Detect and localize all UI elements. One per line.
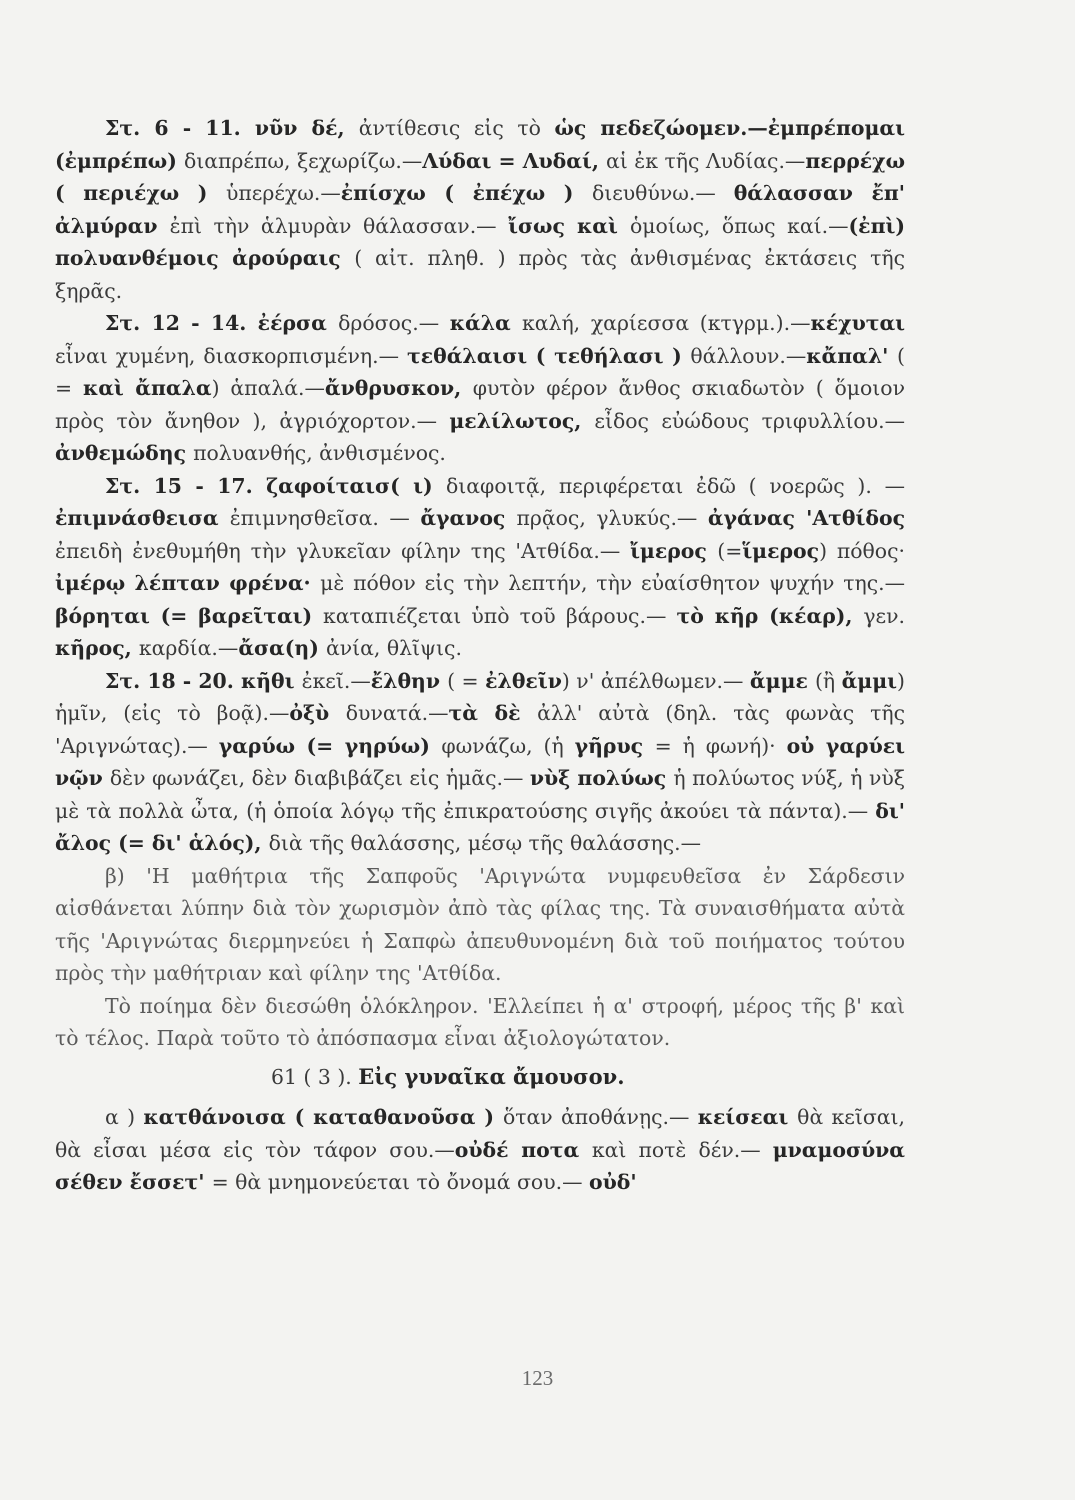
lemma-text: Στ. 18 - 20. κῆθι: [105, 668, 302, 693]
gloss-text: ἀντίθεσις εἰς τὸ: [358, 116, 555, 140]
gloss-text: ἀνία, θλῖψις.: [325, 636, 462, 660]
gloss-text: ἐπιμνησθεῖσα. —: [229, 506, 421, 530]
lemma-text: Στ. 6 - 11. νῦν δέ,: [105, 116, 359, 140]
lemma-text: δι' ἄλος (= δι' ἁλός),: [55, 798, 905, 855]
lemma-text: ἔλθην: [370, 668, 448, 693]
paragraph: [55, 470, 905, 665]
lemma-text: οὐδέ ποτα: [454, 1137, 592, 1162]
paragraph: [55, 665, 905, 860]
gloss-text: δυνατά.—: [345, 701, 449, 725]
lemma-text: ἴμερος: [630, 538, 718, 563]
lemma-text: Λύδαι = Λυδαί,: [422, 148, 607, 173]
lemma-text: ἵμερος: [742, 538, 820, 563]
gloss-text: ἐπὶ τὴν ἁλμυρὰν θάλασσαν.—: [169, 213, 509, 238]
gloss-text: φωνάζω, (ἡ: [441, 733, 575, 758]
gloss-text: = θὰ μνημονεύεται τὸ ὄνομά σου.—: [211, 1170, 589, 1194]
lemma-text: περρέχω ( περιέχω ): [55, 148, 905, 205]
lemma-text: Εἰς γυναῖκα ἄμουσον.: [358, 1063, 625, 1089]
gloss-text: ( =: [55, 343, 905, 400]
lemma-text: κατθάνοισα ( καταθανοῦσα ): [143, 1105, 503, 1129]
paragraph: [55, 990, 905, 1055]
lemma-text: κέχυται: [810, 311, 906, 335]
gloss-text: διὰ τῆς θαλάσσης, μέσῳ τῆς θαλάσσης.—: [268, 831, 702, 855]
gloss-text: φυτὸν φέρον ἄνθος σκιαδωτὸν ( ὅμοιον πρὸς τὸν ἄνηθον ), ἀγριόχορτον.—: [55, 376, 905, 433]
paragraph: [55, 112, 905, 307]
lemma-text: τὰ δὲ: [448, 701, 538, 725]
lemma-text: μναμοσύνα σέθεν ἔσσετ': [55, 1137, 905, 1194]
gloss-text: μὲ πόθον εἰς τὴν λεπτήν, τὴν εὐαίσθητον ψυχήν της.—: [320, 571, 905, 595]
gloss-text: (ἢ: [814, 668, 842, 693]
lemma-text: ἄμμε: [749, 668, 815, 693]
lemma-text: ἀνθεμώδης: [55, 441, 194, 465]
lemma-text: ἄνθρυσκον,: [324, 376, 473, 400]
gloss-text: ) πόθος·: [819, 538, 905, 563]
gloss-text: Τὸ ποίημα δὲν διεσώθη ὁλόκληρον. 'Ελλείπει ἡ α' στροφή, μέρος τῆς β' καὶ τὸ τέλος. Παρὰ τοῦτο τὸ ἀπόσπασμα εἶναι ἀξιολογώτατον.: [55, 993, 905, 1050]
lemma-text: μελίλωτος,: [449, 408, 595, 433]
gloss-text: ἀλλ' αὐτὰ (δηλ. τὰς φωνὰς τῆς 'Αριγνώτας).—: [55, 701, 906, 758]
lemma-text: ἴσως καὶ: [508, 213, 631, 238]
lemma-text: Στ. 12 - 14. ἐέρσα: [105, 311, 339, 335]
lemma-text: γαρύω (= γηρύω): [218, 733, 442, 758]
gloss-text: θάλλουν.—: [690, 343, 807, 368]
gloss-text: β) 'Η μαθήτρια τῆς Σαπφοῦς 'Αριγνώτα νυμφευθεῖσα ἐν Σάρδεσιν αἰσθάνεται λύπην διὰ τὸν χωρισμὸν ἀπὸ τὰς φίλας της. Τὰ συναισθήματα αὐτὰ τῆς 'Αριγνώτας διερμηνεύει ἡ Σαπφὼ ἀπευθυνομένη διὰ τοῦ ποιήματος τούτου πρὸς τὴν μαθήτριαν καὶ φίλην της 'Ατθίδα.: [55, 863, 905, 985]
gloss-text: ) ἡμῖν, (εἰς τὸ βοᾷ).—: [55, 668, 905, 725]
gloss-text: καλή, χαρίεσσα (κτγρμ.).—: [522, 311, 811, 335]
lemma-text: γῆρυς: [574, 733, 655, 758]
lemma-text: κείσεαι: [697, 1105, 798, 1129]
lemma-text: ἀγάνας 'Ατθίδος: [707, 506, 905, 530]
lemma-text: νὺξ πολύως: [529, 766, 674, 790]
gloss-text: εἶναι χυμένη, διασκορπισμένη.—: [55, 343, 407, 368]
gloss-text: ) ἁπαλά.—: [211, 376, 325, 400]
gloss-text: ἐπειδὴ ἐνεθυμήθη τὴν γλυκεῖαν φίλην της 'Ατθίδα.—: [55, 538, 631, 563]
lemma-text: ἄμμι: [841, 668, 898, 693]
lemma-text: ἄγανος: [420, 506, 517, 530]
gloss-text: α ): [105, 1105, 144, 1129]
gloss-text: διαφοιτᾷ, περιφέρεται ἐδῶ ( νοερῶς ). —: [446, 473, 905, 498]
lemma-text: καὶ ἄπαλα: [82, 376, 212, 400]
lemma-text: οὐ γαρύει νῷν: [55, 733, 905, 790]
gloss-text: ( =: [447, 668, 486, 693]
gloss-text: πολυανθής, ἀνθισμένος.: [193, 441, 446, 465]
gloss-text: αἱ ἐκ τῆς Λυδίας.—: [606, 148, 806, 173]
gloss-text: καταπιέζεται ὑπὸ τοῦ βάρους.—: [323, 603, 677, 628]
gloss-text: ἡ πολύωτος νύξ, ἡ νὺξ μὲ τὰ πολλὰ ὦτα, (ἡ ὁποία λόγῳ τῆς ἐπικρατούσης σιγῆς ἀκούει τὰ πάντα).—: [55, 766, 906, 823]
lemma-text: οὐδ': [588, 1170, 637, 1194]
lemma-text: (ἐπὶ) πολυανθέμοις ἀρούραις: [55, 213, 906, 270]
gloss-text: ὑπερέχω.—: [225, 181, 341, 205]
gloss-text: εἶδος εὐώδους τριφυλλίου.—: [594, 408, 905, 433]
gloss-text: διευθύνω.—: [591, 181, 734, 205]
gloss-text: καὶ ποτὲ δέν.—: [591, 1137, 773, 1162]
gloss-text: ὁμοίως, ὅπως καί.—: [630, 213, 849, 238]
gloss-text: ἐκεῖ.—: [301, 668, 371, 693]
lemma-text: ἐλθεῖν: [485, 668, 562, 693]
gloss-text: καρδία.—: [138, 636, 239, 660]
gloss-text: ὅταν ἀποθάνῃς.—: [502, 1105, 698, 1129]
lemma-text: θάλασσαν ἔπ' ἀλμύραν: [55, 181, 906, 238]
lemma-text: ἰμέρῳ λέπταν φρένα·: [55, 571, 321, 595]
lemma-text: κἄπαλ': [806, 343, 898, 368]
gloss-text: πρᾷος, γλυκύς.—: [516, 506, 708, 530]
lemma-text: κῆρος,: [55, 636, 139, 660]
gloss-text: = ἡ φωνή)·: [654, 733, 787, 758]
lemma-text: τὸ κῆρ (κέαρ),: [676, 603, 864, 628]
section-heading: [55, 1061, 905, 1094]
gloss-text: θὰ κεῖσαι, θὰ εἶσαι μέσα εἰς τὸν τάφον σου.—: [55, 1105, 905, 1162]
lemma-text: ὀξὺ: [289, 701, 346, 725]
commentary-text: [55, 112, 905, 1199]
lemma-text: ἐπίσχω ( ἐπέχω ): [340, 181, 592, 205]
paragraph: [55, 860, 905, 990]
lemma-text: Στ. 15 - 17. ζαφοίταισ( ι): [105, 473, 446, 498]
lemma-text: κάλα: [449, 311, 523, 335]
paragraph: [55, 307, 905, 470]
gloss-text: 61 ( 3 ).: [271, 1064, 359, 1089]
gloss-text: δὲν φωνάζει, δὲν διαβιβάζει εἰς ἡμᾶς.—: [109, 766, 530, 790]
gloss-text: ) ν' ἀπέλθωμεν.—: [561, 668, 750, 693]
gloss-text: δρόσος.—: [338, 311, 450, 335]
lemma-text: βόρηται (= βαρεῖται): [55, 603, 323, 628]
page-number: 123: [521, 1366, 554, 1390]
gloss-text: γεν.: [863, 603, 905, 628]
gloss-text: ( αἰτ. πληθ. ) πρὸς τὰς ἀνθισμένας ἐκτάσεις τῆς ξηρᾶς.: [55, 246, 905, 303]
lemma-text: ἄσα(η): [238, 636, 326, 660]
lemma-text: ὡς πεδεζώομεν.—ἐμπρέπομαι (ἐμπρέπω): [55, 116, 905, 173]
gloss-text: (=: [717, 538, 743, 563]
lemma-text: ἐπιμνάσθεισα: [55, 506, 230, 530]
lemma-text: τεθάλαισι ( τεθήλασι ): [407, 343, 691, 368]
paragraph: [55, 1101, 905, 1199]
gloss-text: διαπρέπω, ξεχωρίζω.—: [183, 148, 423, 173]
